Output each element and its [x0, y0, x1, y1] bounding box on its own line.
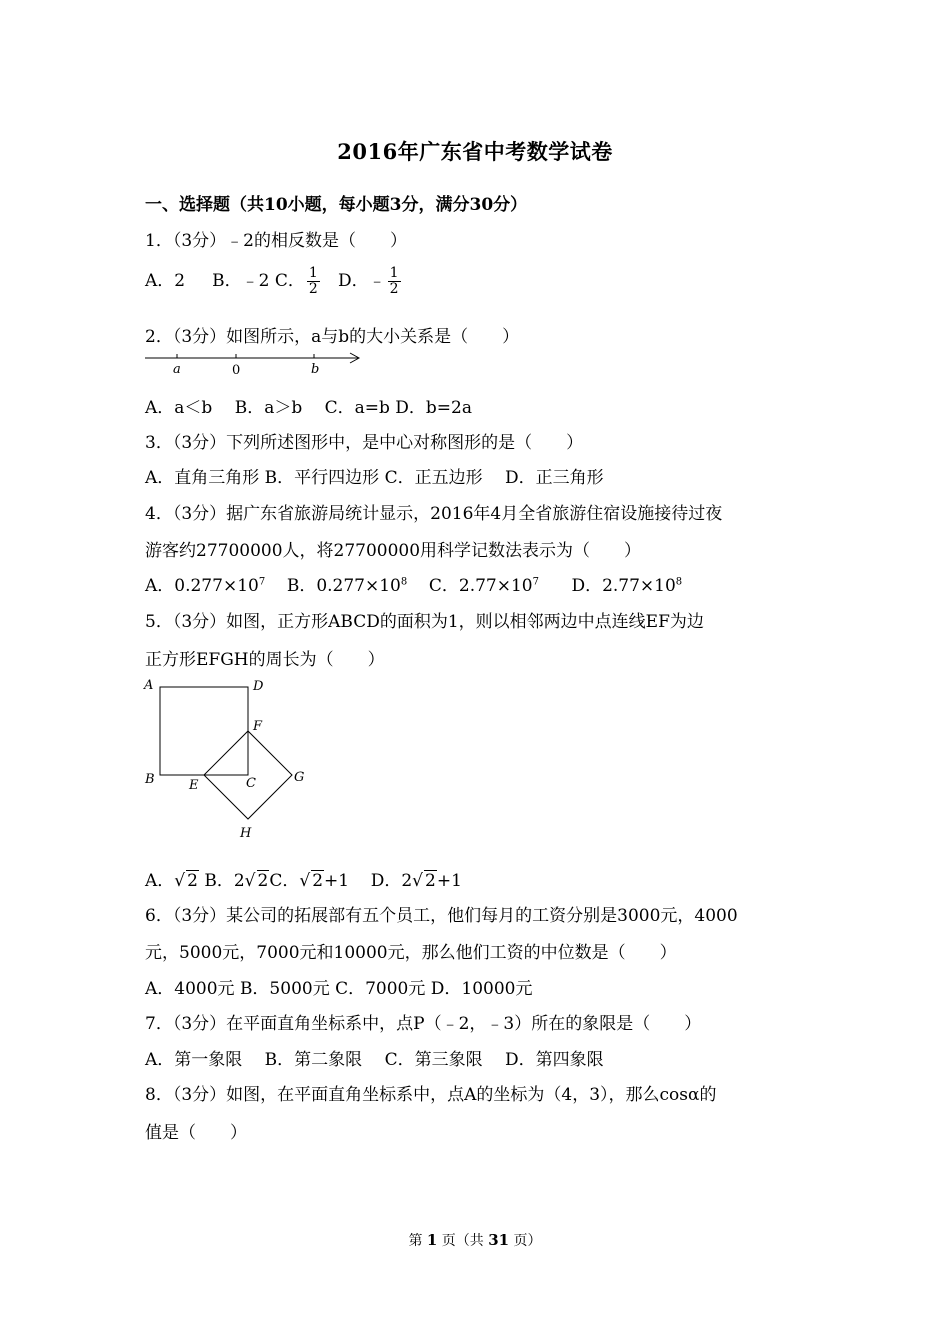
label-F: F	[253, 719, 263, 734]
square-figure	[140, 674, 315, 844]
question-7-options: A．第一象限 B．第二象限 C．第三象限 D．第四象限	[145, 1050, 604, 1070]
q1-option-a: A．2	[145, 271, 186, 291]
label-a: a	[173, 362, 181, 377]
total-pages: 31	[488, 1231, 510, 1249]
q5-option-d: D．2	[370, 871, 413, 891]
question-5-stem-line2: 正方形EFGH的周长为（ ）	[145, 650, 385, 670]
question-8-stem-line1: 8．（3分）如图，在平面直角坐标系中，点A的坐标为（4，3），那么cosα的	[145, 1085, 717, 1105]
question-6-options: A．4000元 B．5000元 C．7000元 D．10000元	[145, 979, 533, 999]
label-A: A	[144, 678, 154, 693]
q1-c-fraction: $\frac{1}{2}$	[308, 265, 318, 297]
question-2-options: A．a＜b B．a＞b C．a=b D．b=2a	[145, 398, 472, 418]
label-G: G	[294, 770, 305, 785]
page-title: 2016年广东省中考数学试卷	[337, 139, 613, 164]
q5-option-a: A．	[145, 871, 175, 891]
question-7-stem: 7．（3分）在平面直角坐标系中，点P（﹣2，﹣3）所在的象限是（ ）	[145, 1014, 702, 1034]
label-b: b	[311, 362, 320, 377]
question-2-stem: 2．（3分）如图所示，a与b的大小关系是（ ）	[145, 327, 520, 347]
label-zero: 0	[232, 363, 241, 378]
question-3-options: A．直角三角形 B．平行四边形 C．正五边形 D．正三角形	[145, 468, 604, 488]
q4-option-d: D．2.77×10	[571, 576, 676, 596]
q1-option-c: C．	[274, 271, 305, 291]
q1-option-d: D．﹣	[338, 271, 386, 291]
page-footer: 第 1 页（共 31 页）	[408, 1231, 542, 1249]
question-1-stem: 1．（3分）﹣2的相反数是（ ）	[145, 231, 407, 251]
question-4-stem-line2: 游客约27700000人，将27700000用科学记数法表示为（ ）	[145, 541, 642, 561]
q4-option-c: C．2.77×10	[428, 576, 533, 596]
q4-option-a: A．0.277×10	[145, 576, 259, 596]
q4-option-b: B．0.277×10	[286, 576, 401, 596]
question-1-options	[145, 266, 403, 297]
question-3-stem: 3．（3分）下列所述图形中，是中心对称图形的是（ ）	[145, 433, 584, 453]
page-number: 1	[426, 1231, 438, 1249]
question-5-stem-line1: 5．（3分）如图，正方形ABCD的面积为1，则以相邻两边中点连线EF为边	[145, 612, 704, 632]
label-D: D	[253, 679, 264, 694]
label-B: B	[145, 772, 155, 787]
question-4-options: A．$0.277\times 10^7$ B．$0.277\times 10^8$ C．$2.77\times 10^7$ D．$2.77\times 10^8$	[145, 576, 683, 596]
q5-option-c: C．	[269, 871, 300, 891]
q1-d-fraction: $\frac{1}{2}$	[389, 265, 399, 297]
question-8-stem-line2: 值是（ ）	[145, 1123, 247, 1143]
question-5-options: A．√ 2 B．2√ 2C．√ 2+1 D．2√ 2+1	[145, 871, 462, 891]
label-C: C	[246, 776, 256, 791]
question-4-stem-line1: 4．（3分）据广东省旅游局统计显示，2016年4月全省旅游住宿设施接待过夜	[145, 504, 723, 524]
number-line-figure	[143, 348, 368, 378]
q1-option-b: B．﹣2	[212, 271, 270, 291]
q5-option-b: B．2	[204, 871, 245, 891]
question-6-stem-line1: 6．（3分）某公司的拓展部有五个员工，他们每月的工资分别是3000元，4000	[145, 906, 738, 926]
label-H: H	[240, 826, 252, 841]
section-heading: 一、选择题（共10小题，每小题3分，满分30分）	[145, 195, 528, 215]
label-E: E	[189, 778, 199, 793]
question-6-stem-line2: 元，5000元，7000元和10000元，那么他们工资的中位数是（ ）	[145, 943, 677, 963]
